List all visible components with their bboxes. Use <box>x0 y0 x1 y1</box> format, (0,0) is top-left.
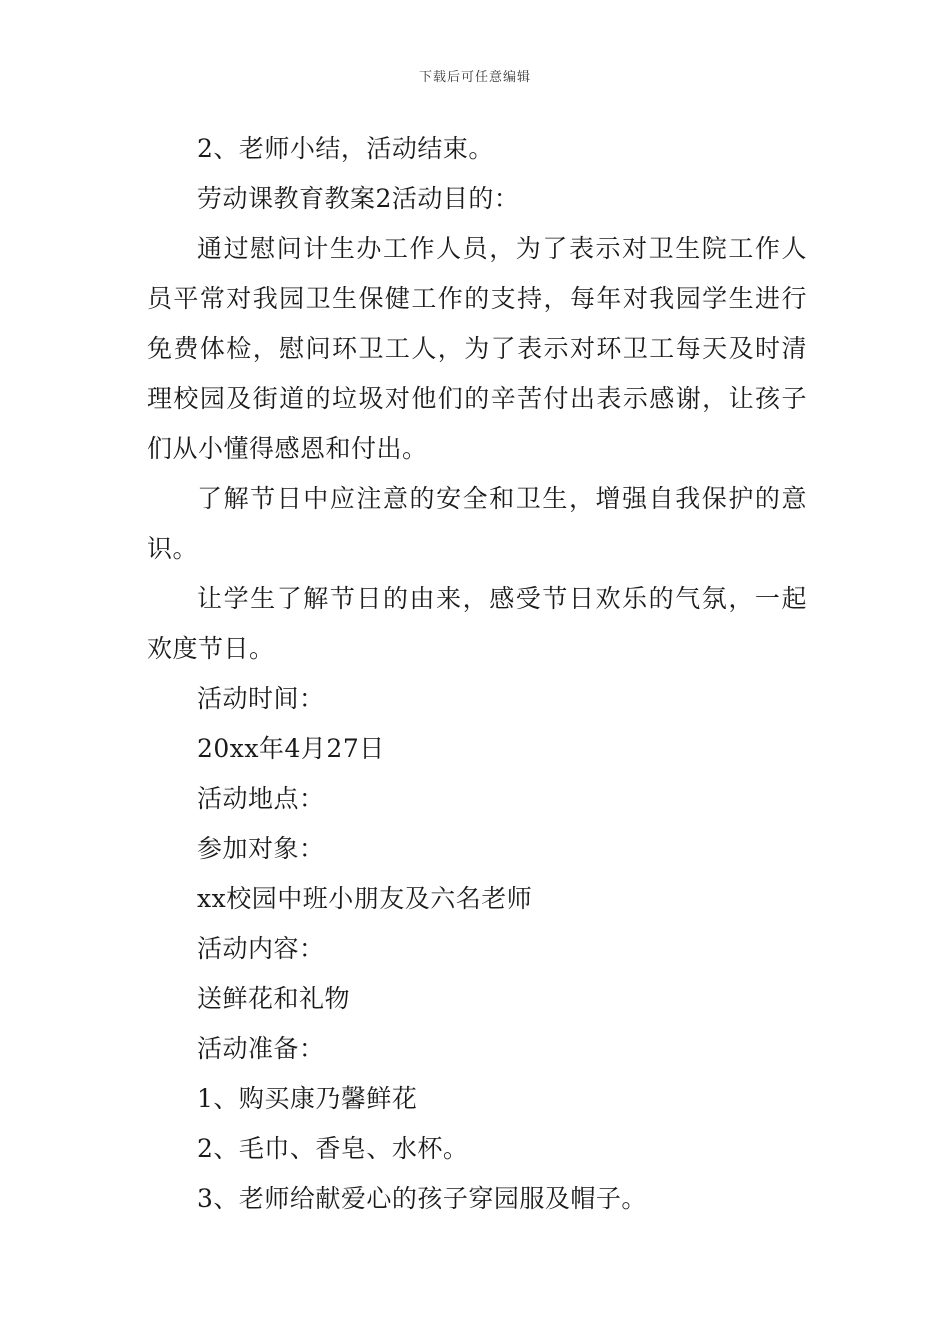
paragraph: 2、毛巾、香皂、水杯。 <box>197 1134 469 1163</box>
paragraph: 让学生了解节日的由来，感受节日欢乐的气氛，一起欢度节日。 <box>147 584 807 663</box>
paragraph: 活动准备： <box>197 1034 325 1063</box>
paragraph: 活动地点： <box>197 784 325 813</box>
paragraph: 送鲜花和礼物 <box>197 984 351 1013</box>
paragraph: 通过慰问计生办工作人员，为了表示对卫生院工作人员平常对我园卫生保健工作的支持，每年对我园学生进行免费体检，慰问环卫工人，为了表示对环卫工每天及时清理校园及街道的垃圾对他们的辛苦付出表示感谢，让孩子们从小懂得感恩和付出。 <box>147 234 807 463</box>
document-body <box>147 124 807 1224</box>
paragraph: 1、购买康乃馨鲜花 <box>197 1084 418 1113</box>
paragraph: 20xx年4月27日 <box>197 734 385 763</box>
paragraph: 了解节日中应注意的安全和卫生，增强自我保护的意识。 <box>147 484 807 563</box>
paragraph: 劳动课教育教案2活动目的： <box>197 184 520 213</box>
paragraph: 活动内容： <box>197 934 325 963</box>
paragraph: 2、老师小结，活动结束。 <box>197 134 494 163</box>
paragraph: 参加对象： <box>197 834 325 863</box>
page-header: 下载后可任意编辑 <box>418 70 531 85</box>
paragraph: xx校园中班小朋友及六名老师 <box>197 884 533 913</box>
paragraph: 活动时间： <box>197 684 325 713</box>
paragraph: 3、老师给献爱心的孩子穿园服及帽子。 <box>197 1184 647 1213</box>
